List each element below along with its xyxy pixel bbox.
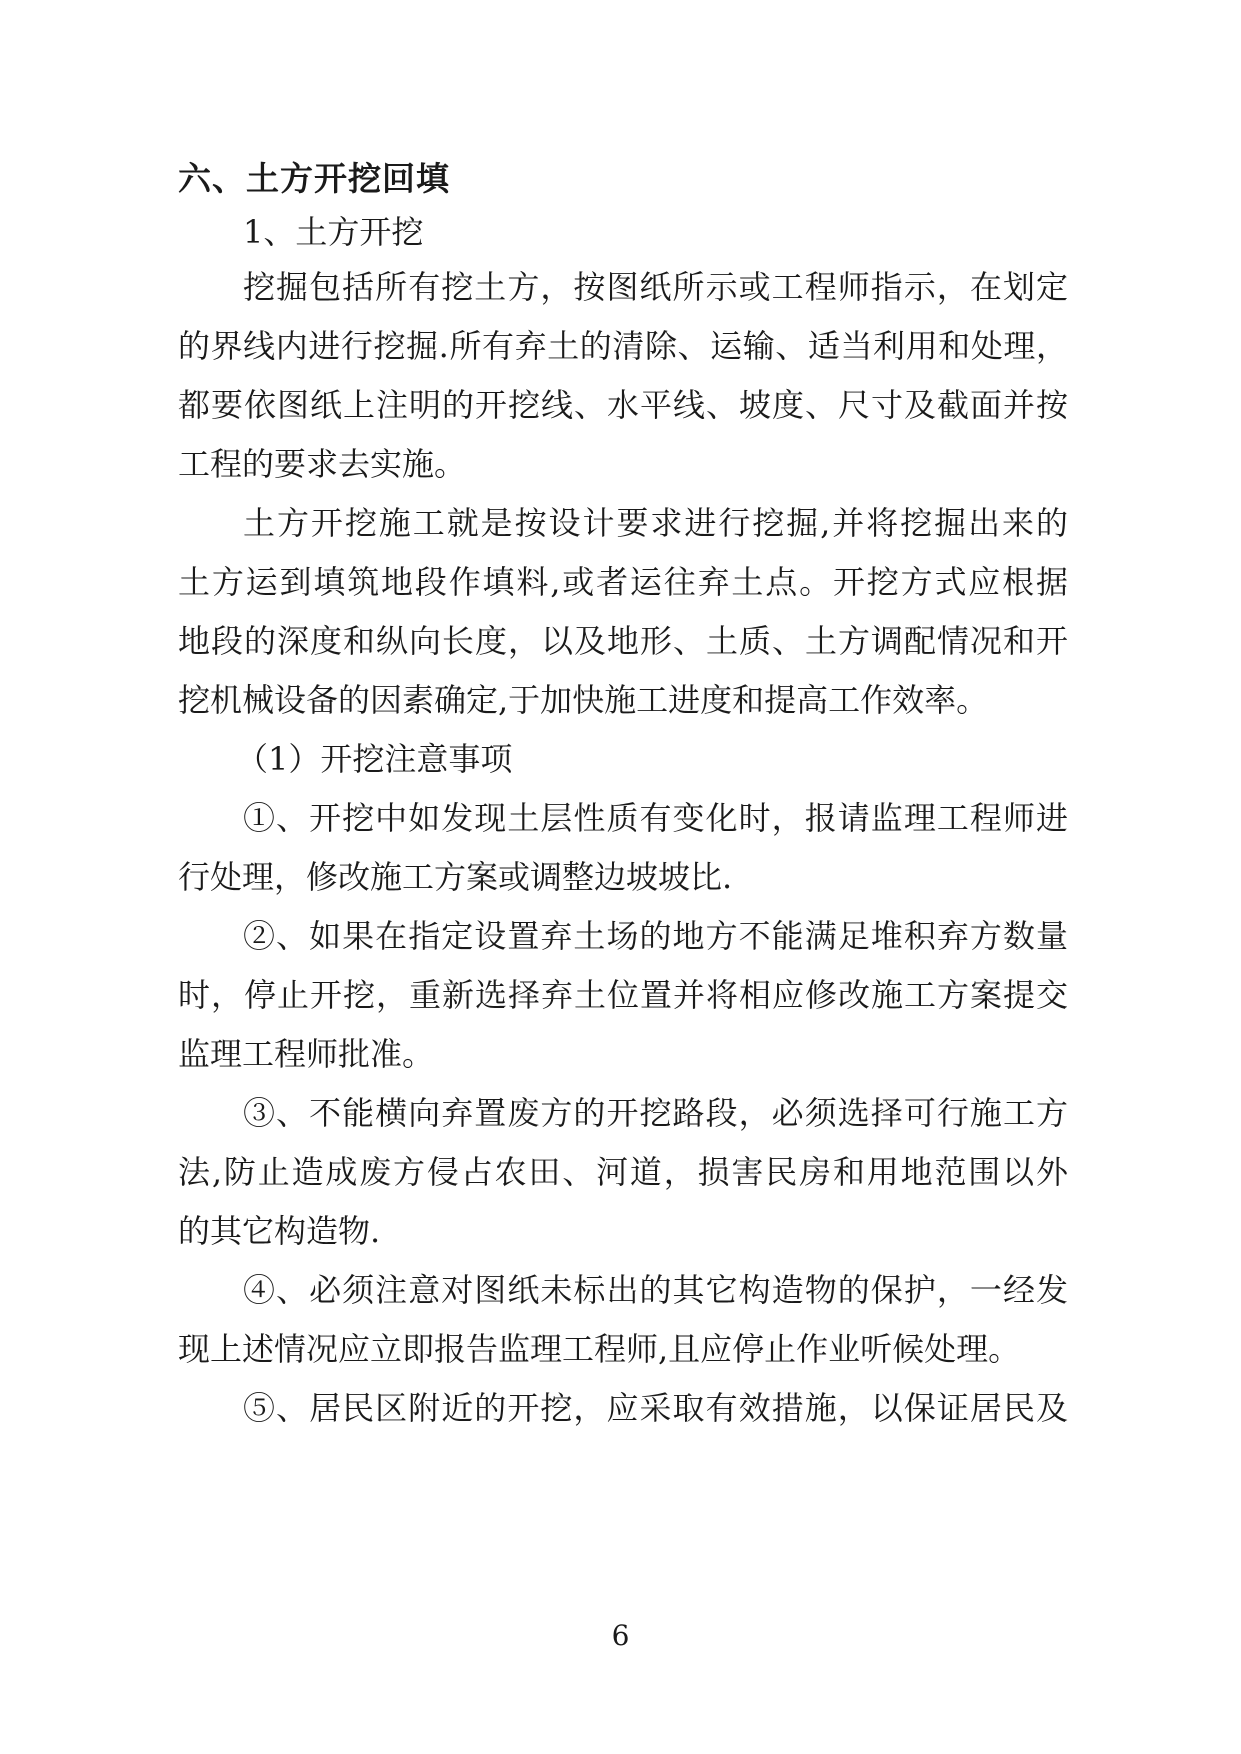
paragraph-line: 挖掘包括所有挖土方，按图纸所示或工程师指示，在划定 xyxy=(243,268,1068,306)
section-heading: 六、土方开挖回填 xyxy=(178,159,450,198)
list-item-line: 时，停止开挖，重新选择弃土位置并将相应修改施工方案提交 xyxy=(178,976,1068,1014)
paragraph-line: 挖机械设备的因素确定,于加快施工进度和提高工作效率。 xyxy=(178,681,989,719)
paragraph-line: 的界线内进行挖掘.所有弃土的清除、运输、适当利用和处理， xyxy=(178,327,1068,365)
subsection-title: （1）开挖注意事项 xyxy=(236,740,513,778)
list-item-line: ①、开挖中如发现土层性质有变化时，报请监理工程师进 xyxy=(243,799,1068,837)
list-item-line: ④、必须注意对图纸未标出的其它构造物的保护，一经发 xyxy=(243,1271,1068,1309)
list-item-line: ②、如果在指定设置弃土场的地方不能满足堆积弃方数量 xyxy=(243,917,1068,955)
paragraph-line: 地段的深度和纵向长度，以及地形、土质、土方调配情况和开 xyxy=(178,622,1068,660)
page-number: 6 xyxy=(611,1619,630,1652)
paragraph-line: 土方开挖施工就是按设计要求进行挖掘,并将挖掘出来的 xyxy=(243,504,1068,542)
list-item-line: 法,防止造成废方侵占农田、河道，损害民房和用地范围以外 xyxy=(178,1153,1068,1191)
list-item-line: 的其它构造物. xyxy=(178,1212,381,1250)
list-item-line: ③、不能横向弃置废方的开挖路段，必须选择可行施工方 xyxy=(243,1094,1068,1132)
subsection-title: 1、土方开挖 xyxy=(243,213,424,251)
paragraph-line: 都要依图纸上注明的开挖线、水平线、坡度、尺寸及截面并按 xyxy=(178,386,1068,424)
list-item-line: ⑤、居民区附近的开挖，应采取有效措施，以保证居民及 xyxy=(243,1389,1068,1427)
list-item-line: 监理工程师批准。 xyxy=(178,1035,435,1073)
paragraph-line: 工程的要求去实施。 xyxy=(178,445,467,483)
paragraph-line: 土方运到填筑地段作填料,或者运往弃土点。开挖方式应根据 xyxy=(178,563,1068,601)
list-item-line: 行处理，修改施工方案或调整边坡坡比. xyxy=(178,858,733,896)
list-item-line: 现上述情况应立即报告监理工程师,且应停止作业听候处理。 xyxy=(178,1330,1021,1368)
